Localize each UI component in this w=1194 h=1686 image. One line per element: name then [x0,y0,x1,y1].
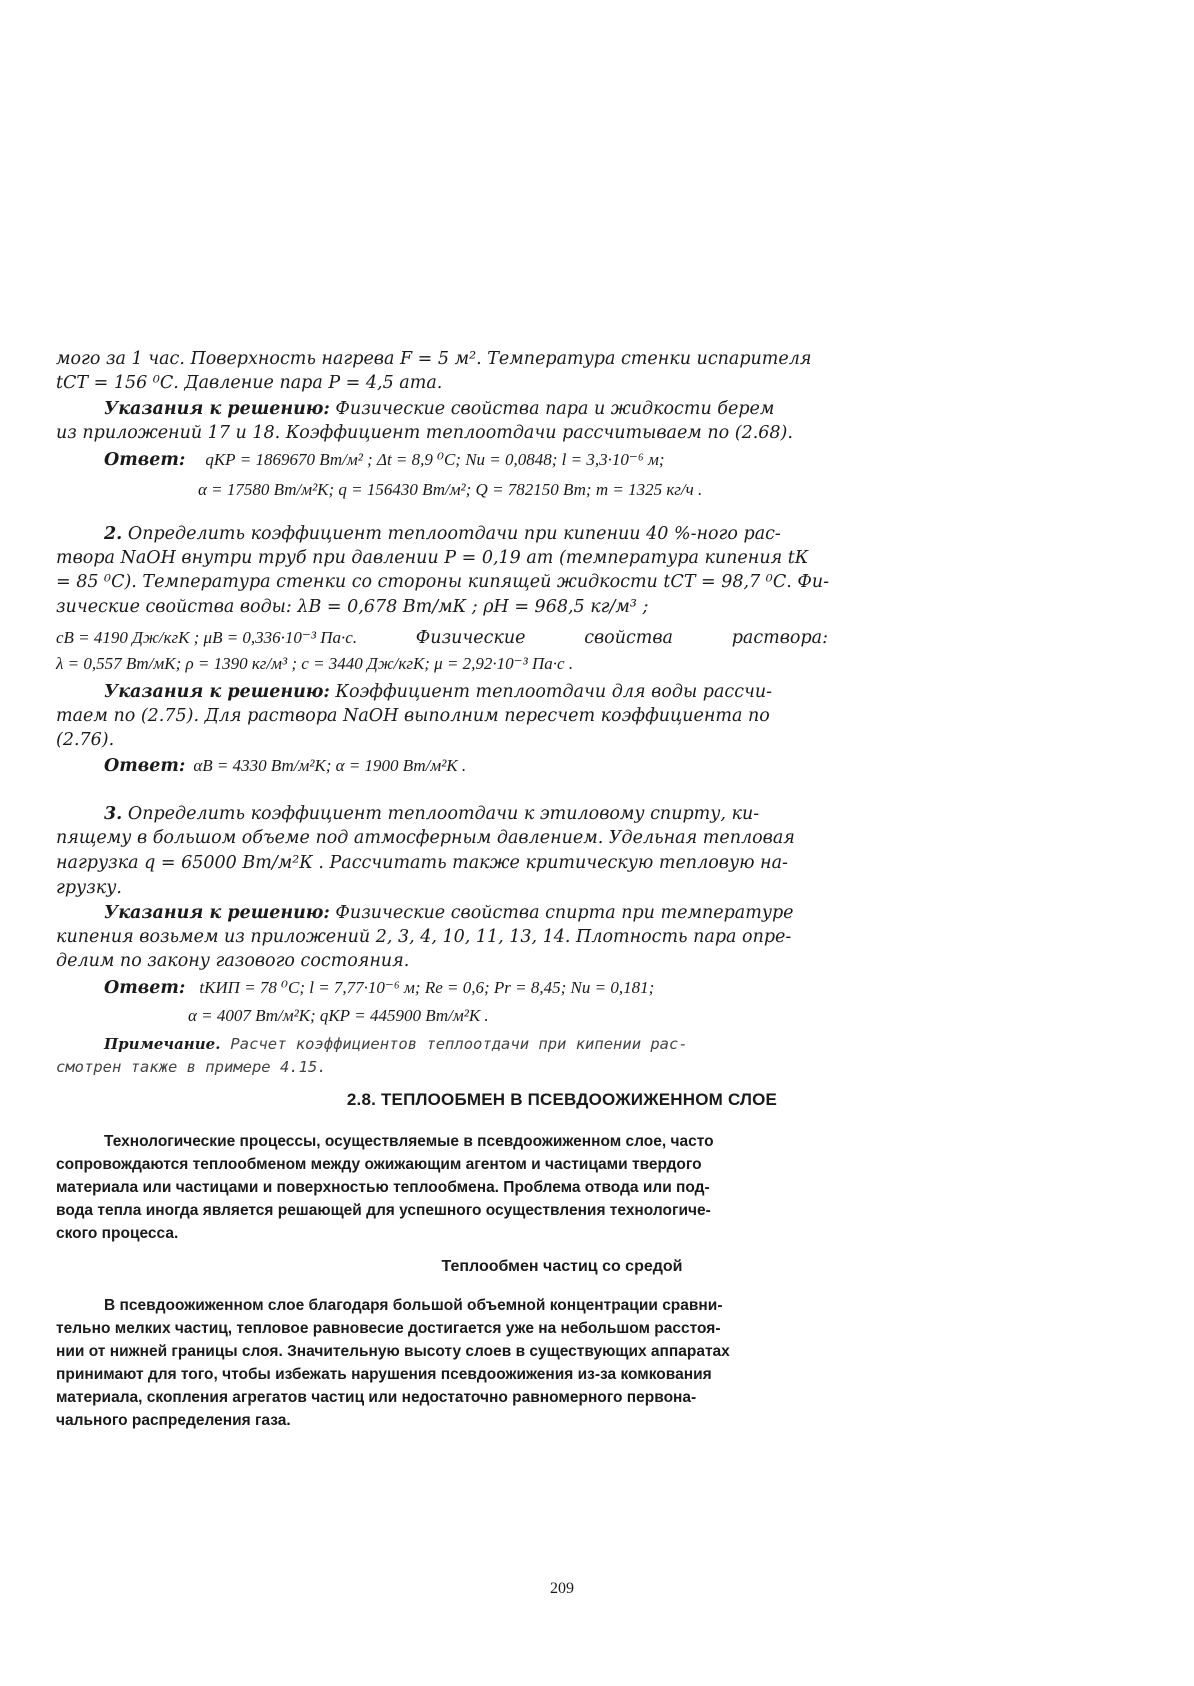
hint-label: Указания к решению: [104,682,330,702]
problem-2-line-3: = 85 ⁰С). Температура стенки со стороны кипящей жидкости tСТ = 98,7 ⁰С. Фи- [56,572,830,592]
note-text: Расчет коэффициентов теплоотдачи при кипении рас- [230,1035,688,1053]
note-line-2: смотрен также в примере 4.15. [56,1058,327,1076]
answer-label: Ответ: [104,978,186,998]
answer-3-line-2: α = 4007 Вт/м²К; qКР = 445900 Вт/м²К . [188,1006,489,1025]
hint-text: Физические свойства спирта при температуре [335,903,794,923]
problem-3-line-3: нагрузка q = 65000 Вт/м²К . Рассчитать также критическую тепловую на- [56,853,788,873]
hint-2-line-2: таем по (2.75). Для раствора NaOH выполним пересчет коэффициента по [56,706,770,726]
section-paragraph-1-line-3: материала или частицами и поверхностью теплообмена. Проблема отвода или под- [56,1179,710,1196]
hint-block-3 [104,901,794,925]
problem-2-first-line [104,522,781,546]
section-subtitle: Теплообмен частиц со средой [441,1258,683,1275]
problem-number: 3. [104,804,123,824]
hint-text: Физические свойства пара и жидкости берем [335,399,775,419]
answer-line: tКИП = 78 ⁰С; l = 7,77·10⁻⁶ м; Re = 0,6; Pr = 8,45; Nu = 0,181; [199,978,655,997]
answer-block-2 [104,754,466,779]
hint-3-line-2: кипения возьмем из приложений 2, 3, 4, 10, 11, 13, 14. Плотность пара опре- [56,927,792,947]
section-title: 2.8. ТЕПЛООБМЕН В ПСЕВДООЖИЖЕННОМ СЛОЕ [346,1090,778,1109]
section-paragraph-1-line-4: вода тепла иногда является решающей для успешного осуществления технологиче- [56,1202,711,1219]
hint-2-line-3: (2.76). [56,730,115,750]
hint-text: Коэффициент теплоотдачи для воды рассчи- [335,682,773,702]
answer-line-2: α = 17580 Вт/м²К; q = 156430 Вт/м²; Q = 782150 Вт; m = 1325 кг/ч . [198,480,703,499]
hint-label: Указания к решению: [104,399,330,419]
note-label: Примечание. [104,1035,221,1053]
section-paragraph-2-line-4: принимают для того, чтобы избежать нарушения псевдоожижения из-за комкования [56,1366,712,1383]
continuation-line-1: мого за 1 час. Поверхность нагрева F = 5 м². Температура стенки испарителя [56,349,812,369]
hint-label: Указания к решению: [104,903,330,923]
answer-label: Ответ: [104,756,186,776]
answer-label: Ответ: [104,450,186,470]
problem-text: Определить коэффициент теплоотдачи к этиловому спирту, ки- [127,804,760,824]
answer-block-3 [104,976,654,1001]
note-block [104,1032,688,1057]
problem-2-line-5-part: Физические [415,628,526,648]
answer-line: qКР = 1869670 Вт/м² ; Δt = 8,9 ⁰С; Nu = 0,0848; l = 3,3·10⁻⁶ м; [205,450,665,469]
section-paragraph-2-line-3: нии от нижней границы слоя. Значительную высоту слоев в существующих аппаратах [56,1343,730,1360]
hint-block-1 [104,397,774,421]
hint-3-line-3: делим по закону газового состояния. [56,951,410,971]
problem-2-line-5-part: cВ = 4190 Дж/кгК ; μВ = 0,336·10⁻³ Па·с. [56,628,358,647]
problem-number: 2. [104,524,123,544]
problem-2-line-2: твора NaOH внутри труб при давлении P = 0,19 ат (температура кипения tК [56,548,809,568]
problem-2-line-5-part: свойства [584,628,673,648]
problem-2-line-5 [56,626,828,650]
section-paragraph-2-line-6: чального распределения газа. [56,1412,291,1429]
page-number: 209 [550,1580,574,1597]
section-paragraph-1-line-2: сопровождаются теплообменом между ожижающим агентом и частицами твердого [56,1156,702,1173]
section-paragraph-1-line-5: ского процесса. [56,1225,179,1242]
problem-3-first-line [104,802,759,826]
hint-line-2: из приложений 17 и 18. Коэффициент теплоотдачи рассчитываем по (2.68). [56,423,793,443]
continuation-line-2: tСТ = 156 ⁰С. Давление пара P = 4,5 ата. [56,373,443,393]
section-paragraph-2-line-5: материала, скопления агрегатов частиц или недостаточно равномерного первона- [56,1389,697,1406]
hint-block-2 [104,680,772,704]
problem-2-line-6: λ = 0,557 Вт/мК; ρ = 1390 кг/м³ ; c = 3440 Дж/кгК; μ = 2,92·10⁻³ Па·с . [56,654,574,673]
problem-2-line-4: зические свойства воды: λВ = 0,678 Вт/мК ; ρН = 968,5 кг/м³ ; [56,597,649,617]
problem-2-line-5-part: раствора: [731,628,828,648]
section-paragraph-2-line-1: В псевдоожиженном слое благодаря большой объемной концентрации сравни- [104,1297,723,1314]
problem-text: Определить коэффициент теплоотдачи при кипении 40 %-ного рас- [127,524,781,544]
answer-block-1 [104,448,665,473]
section-paragraph-2-line-2: тельно мелких частиц, тепловое равновесие достигается уже на небольшом расстоя- [56,1320,721,1337]
problem-3-line-2: пящему в большом объеме под атмосферным давлением. Удельная тепловая [56,828,795,848]
section-paragraph-1-line-1: Технологические процессы, осуществляемые в псевдоожиженном слое, часто [104,1133,714,1150]
answer-line: αВ = 4330 Вт/м²К; α = 1900 Вт/м²К . [193,756,467,775]
problem-3-line-4: грузку. [56,878,122,898]
